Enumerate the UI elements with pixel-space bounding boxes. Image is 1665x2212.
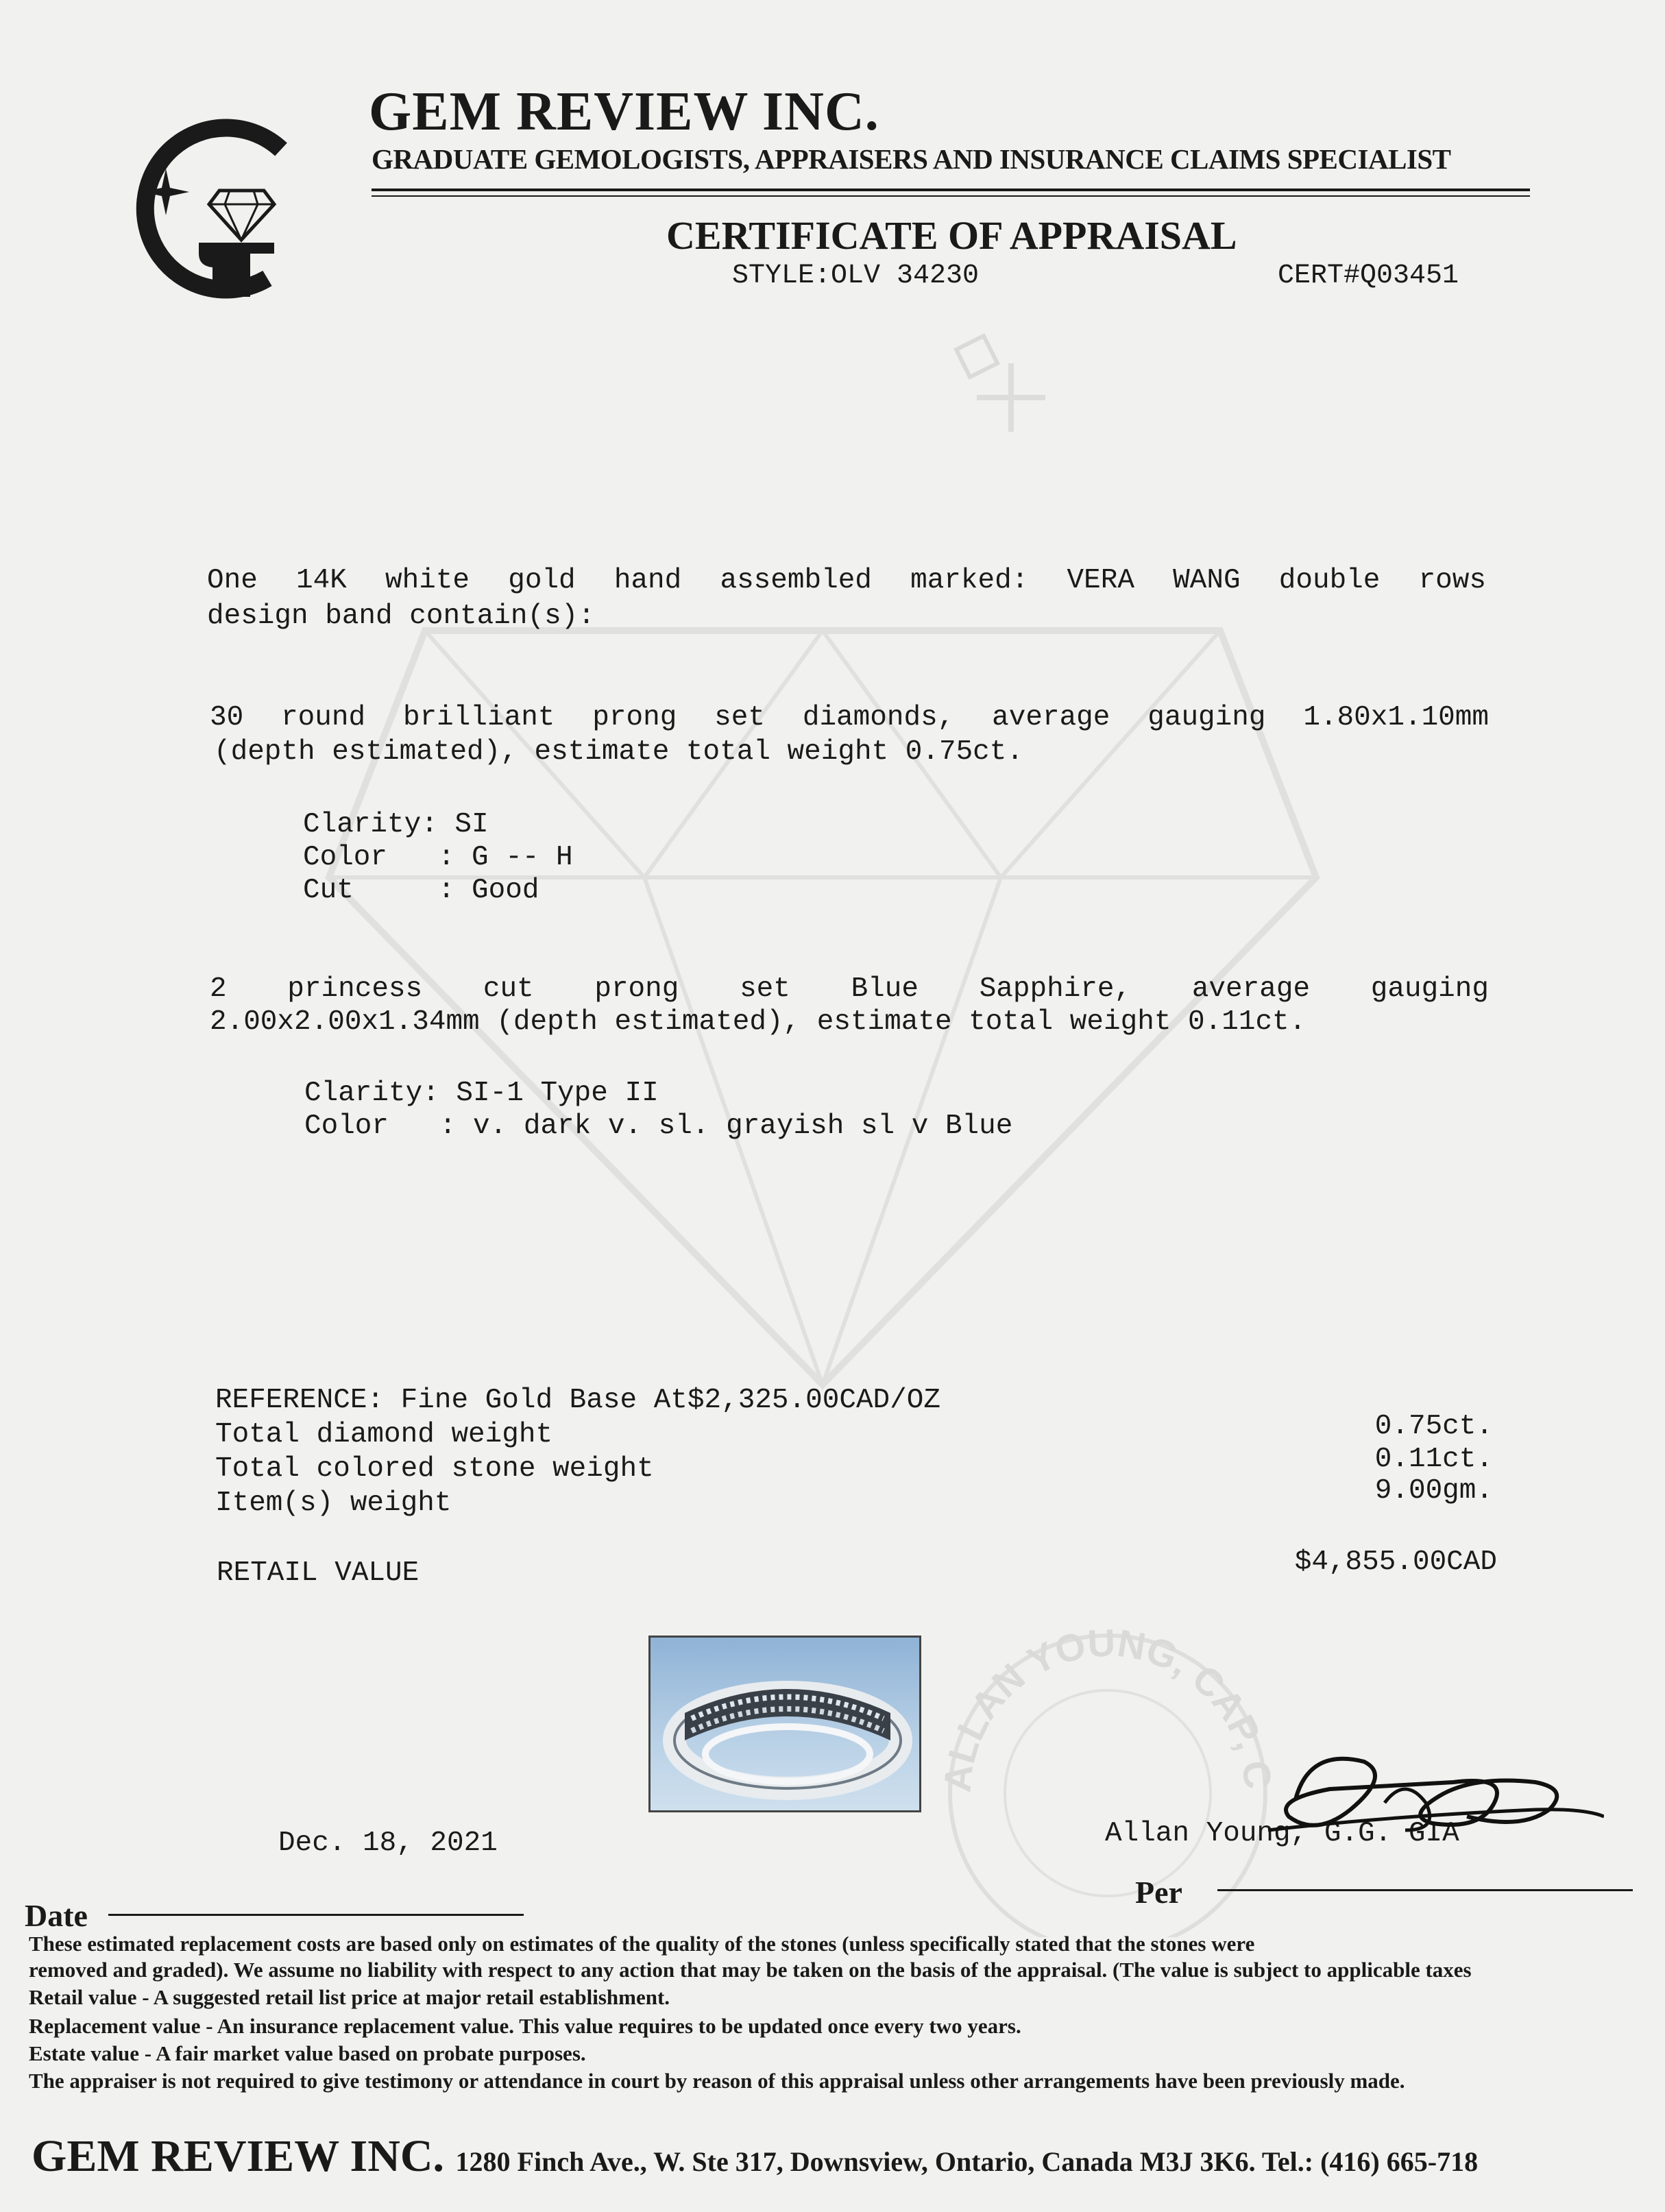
- certificate-number: CERT#Q03451: [1278, 260, 1459, 291]
- appraisal-date: Dec. 18, 2021: [278, 1827, 498, 1859]
- per-signature-line: [1217, 1889, 1633, 1891]
- style-number: STYLE:OLV 34230: [732, 260, 980, 291]
- date-label: Date: [25, 1898, 88, 1933]
- disclaimer-line: Estate value - A fair market value based on probate purposes.: [29, 2041, 586, 2065]
- footer-company-name: GEM REVIEW INC.: [32, 2131, 445, 2181]
- diamond-description-line1: 30 round brilliant prong set diamonds, average gauging 1.80x1.10mm: [210, 702, 1489, 733]
- header-rule-bottom: [372, 195, 1530, 197]
- item-description-line1: One 14K white gold hand assembled marked: VERA WANG double rows: [207, 565, 1486, 596]
- header-rule-top: [372, 189, 1530, 191]
- signature-scribble: [1248, 1734, 1604, 1864]
- diamond-color: Color : G -- H: [303, 842, 573, 873]
- embossed-mark-icon: [943, 322, 1052, 439]
- disclaimer-line: Replacement value - An insurance replacement value. This value requires to be updated once every two years.: [29, 2014, 1021, 2038]
- company-name: GEM REVIEW INC.: [369, 82, 879, 142]
- disclaimer-line: Retail value - A suggested retail list price at major retail establishment.: [29, 1985, 670, 2009]
- diamond-clarity: Clarity: SI: [303, 809, 489, 840]
- seal-text: ALLAN YOUNG, CAP, C: [935, 1622, 1280, 1795]
- sapphire-description-line1: 2 princess cut prong set Blue Sapphire, average gauging: [210, 973, 1489, 1005]
- disclaimer-line: These estimated replacement costs are based only on estimates of the quality of the stones (unless specifically stated that the stones were: [29, 1932, 1255, 1956]
- gem-logo-icon: [110, 108, 302, 307]
- footer-company: [32, 2130, 1478, 2183]
- sapphire-description-line2: 2.00x2.00x1.34mm (depth estimated), estimate total weight 0.11ct.: [210, 1006, 1307, 1038]
- value-row-value: 0.11ct.: [1374, 1444, 1493, 1475]
- item-description-line2: design band contain(s):: [207, 600, 595, 632]
- value-row-label: Item(s) weight: [215, 1487, 452, 1519]
- company-tagline: GRADUATE GEMOLOGISTS, APPRAISERS AND INSURANCE CLAIMS SPECIALIST: [372, 143, 1451, 175]
- sapphire-clarity: Clarity: SI-1 Type II: [304, 1078, 659, 1109]
- retail-value-label: RETAIL VALUE: [217, 1557, 420, 1589]
- per-label: Per: [1135, 1875, 1182, 1910]
- footer-address: 1280 Finch Ave., W. Ste 317, Downsview, Ontario, Canada M3J 3K6. Tel.: (416) 665-718: [455, 2146, 1479, 2177]
- retail-value-amount: $4,855.00CAD: [1294, 1546, 1497, 1578]
- value-row-label: Total diamond weight: [215, 1419, 553, 1450]
- value-row-label: Total colored stone weight: [215, 1453, 654, 1485]
- value-row-value: 9.00gm.: [1374, 1475, 1493, 1507]
- appraiser-name: Allan Young, G.G. GIA: [1105, 1818, 1459, 1849]
- sapphire-color: Color : v. dark v. sl. grayish sl v Blue: [304, 1110, 1013, 1142]
- diamond-cut: Cut : Good: [303, 875, 539, 906]
- gold-reference: REFERENCE: Fine Gold Base At$2,325.00CAD/OZ: [215, 1385, 940, 1416]
- diamond-description-line2: (depth estimated), estimate total weight 0.75ct.: [214, 736, 1023, 768]
- disclaimer-line: removed and graded). We assume no liability with respect to any action that may be taken on the basis of the appraisal. (The value is subject to applicable taxes: [29, 1958, 1472, 1982]
- value-row-value: 0.75ct.: [1374, 1411, 1493, 1442]
- date-signature-line: [108, 1914, 524, 1916]
- ring-photo: [648, 1636, 921, 1812]
- svg-text:ALLAN YOUNG, CAP, C: [935, 1622, 1280, 1794]
- disclaimer-line: The appraiser is not required to give testimony or attendance in court by reason of this appraisal unless other arrangements have been previously made.: [29, 2069, 1405, 2093]
- certificate-title: CERTIFICATE OF APPRAISAL: [666, 213, 1237, 258]
